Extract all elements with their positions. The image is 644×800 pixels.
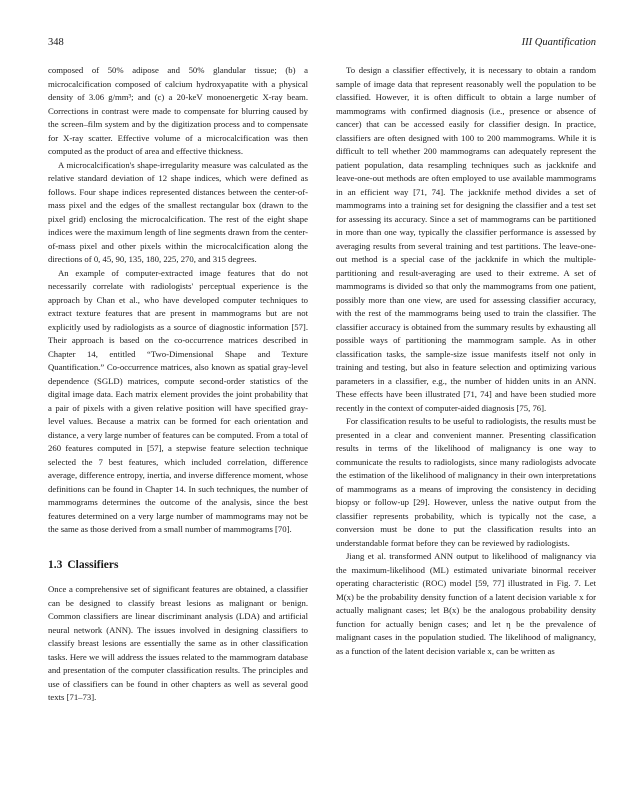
paragraph: Once a comprehensive set of significant features are obtained, a classifier can be designed to classify breast lesions as malignant or benign. Common classifiers are linear discriminant analysis (LDA) and artificial neural network (ANN). The issues involved in designing classifiers to classify breast lesions are essentially the same as in other classification tasks. Here we will address the issues related to the mammogram database and presentation of the computer classification results. The principles and use of classifiers can be found in other chapters as well as several good texts [71–73]. <box>48 584 308 702</box>
paragraph: composed of 50% adipose and 50% glandular tissue; (b) a microcalcification composed of calcium hydroxyapatite with a physical density of 3.06 g/mm³; and (c) a 20-keV monoenergetic X-ray beam. Corrections in contrast were made to compensate for blurring caused by the screen–film system and by the digitization process and to compensate for X-ray scatter. Effective volume of a microcalcification was then computed as the product of area and effective thickness. <box>48 65 308 156</box>
running-title: III Quantification <box>521 37 596 48</box>
left-column <box>48 64 308 705</box>
right-column <box>336 64 596 658</box>
paragraph: A microcalcification's shape-irregularity measure was calculated as the relative standard deviation of 12 shape indices, which were defined as follows. Four shape indices represented distances between the center-of-mass pixel and the edges of the smallest rectangular box (drawn to the pixel grid) enclosing the microcalcification. The rest of the eight shape indices were the maximum length of line segments drawn from the center-of-mass pixel and other pixels within the microcalcification along the directions of 0, 45, 90, 135, 180, 225, 270, and 315 degrees. <box>48 159 308 264</box>
paragraph: Jiang et al. transformed ANN output to likelihood of malignancy via the maximum-likelihood (ML) estimated univariate binormal receiver operating characteristic (ROC) model [59, 77] illustrated in Fig. 7. Let M(x) be the probability density function of a latent decision variable x for actually malignant cases; let B(x) be the analogous probability density function for actually benign cases; and let η be the prevalence of malignant cases in the population studied. The likelihood of malignancy, as a function of the latent decision variable x, can be written as <box>336 551 596 656</box>
paragraph: To design a classifier effectively, it is necessary to obtain a random sample of image data that represent reasonably well the population to be classified. However, it is often difficult to obtain a large number of mammograms with confirmed diagnosis (i.e., presence or absence of cancer) that can be accessed easily for classifier design. In practice, classifiers are often designed with 100 to 200 mammograms. While it is difficult to tell whether 200 mammograms can adequately represent the patient population, data resampling techniques such as jackknife and leave-one-out methods are often employed to use available mammograms in an efficient way [71, 74]. The jackknife method divides a set of mammograms into a training set for designing the classifier and a test set for assessing its accuracy. Since a set of mammograms can be partitioned in more than one way, typically the classifier performance is assessed by averaging results from several training and test partitions. The leave-one-out method is a special case of the jackknife in which the multiple-partitioning and result-averaging are used to their extreme. A set of mammograms is divided so that only the mammograms from one patient, possibly more than one view, are used for assessing classifier accuracy, with the rest of the mammograms being used to train the classifier. The classifier accuracy is obtained from the summary results by exhausting all possible ways of partitioning the mammogram sample. As in other classification tasks, the sample-size issue manifests itself not only in training and testing, but also in feature selection and optimizing various parameters in a classifier, e.g., the number of hidden units in an ANN. These effects have been illustrated [71, 74] and have been studied more recently in the context of computer-aided diagnosis [75, 76]. <box>336 65 596 413</box>
section-number: 1.3 <box>48 558 63 571</box>
paragraph: An example of computer-extracted image features that do not necessarily correlate with radiologists' perceptual experience is the approach by Chan et al., who have developed computer techniques to extract texture features that are present in mammograms but are not explicitly used by radiologists as a source of diagnostic information [57]. Their approach is based on the co-occurrence matrices described in Chapter 14, entitled “Two-Dimensional Shape and Texture Quantification.” Co-occurrence matrices, also known as spatial gray-level dependence (SGLD) matrices, compute second-order statistics of the digital image data. Each matrix element provides the joint probability that a pair of pixels with a given relative position will have specified gray-level values. Because a matrix can be formed for each orientation and distance, a very large number of features can be computed. From a total of 260 features computed in [57], a stepwise feature selection technique selected the 7 best features, which included correlation, difference average, difference entropy, inertia, and inverse difference moment, whose definitions can be found in Chapter 14. In such techniques, the number of mammograms determines the outcome of the analysis, since the best features determined on a very large number of mammograms may not be the same as those derived from a small number of mammograms [70]. <box>48 267 308 534</box>
page-number: 348 <box>48 37 64 48</box>
section-title: Classifiers <box>67 558 119 571</box>
paragraph: For classification results to be useful to radiologists, the results must be presented in a clear and convenient manner. Presenting classification results in terms of the likelihood of malignancy is one way to communicate the results to radiologists, since many radiologists advocate the estimation of the likelihood of malignancy in their own interpretations of mammograms as a means of improving the consistency in deciding biopsy or follow-up [29]. However, unless the native output from the classifier represents probability, which is typically not the case, a conversion must be done to put the classification results into an understandable format before they can be reviewed by radiologists. <box>336 416 596 548</box>
section-heading <box>48 559 308 573</box>
